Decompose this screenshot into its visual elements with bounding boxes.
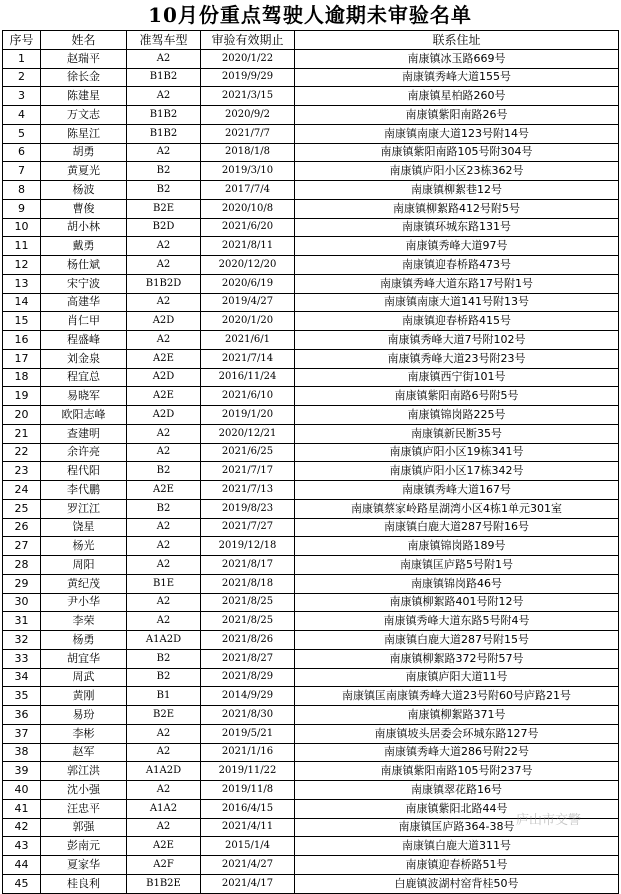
cell-seq: 34 (3, 668, 41, 687)
table-row (3, 106, 619, 125)
cell-seq: 5 (3, 124, 41, 143)
table-row (3, 856, 619, 875)
cell-expiry: 2021/8/25 (201, 593, 295, 612)
cell-expiry: 2021/8/29 (201, 668, 295, 687)
cell-name: 戴勇 (41, 237, 127, 256)
table-row (3, 68, 619, 87)
cell-address: 南康镇锦岗路225号 (295, 406, 619, 425)
table-row (3, 293, 619, 312)
cell-license-type: B2 (127, 462, 201, 481)
cell-expiry: 2021/7/14 (201, 349, 295, 368)
cell-name: 曹俊 (41, 199, 127, 218)
cell-seq: 21 (3, 424, 41, 443)
cell-seq: 19 (3, 387, 41, 406)
cell-expiry: 2021/7/17 (201, 462, 295, 481)
cell-expiry: 2021/4/17 (201, 874, 295, 893)
cell-expiry: 2019/4/27 (201, 293, 295, 312)
table-row (3, 49, 619, 68)
cell-expiry: 2016/4/15 (201, 799, 295, 818)
cell-name: 陈建星 (41, 87, 127, 106)
header-row (3, 31, 619, 50)
cell-address: 南康镇庐阳小区19栋341号 (295, 443, 619, 462)
cell-address: 南康镇匡庐路5号附1号 (295, 556, 619, 575)
cell-address: 南康镇白鹿大道311号 (295, 837, 619, 856)
cell-expiry: 2021/8/25 (201, 612, 295, 631)
cell-name: 高建华 (41, 293, 127, 312)
cell-name: 陈星江 (41, 124, 127, 143)
cell-name: 赵军 (41, 743, 127, 762)
cell-expiry: 2021/7/27 (201, 518, 295, 537)
cell-name: 李代鹏 (41, 481, 127, 500)
cell-seq: 15 (3, 312, 41, 331)
cell-address: 南康镇锦岗路46号 (295, 574, 619, 593)
cell-name: 杨勇 (41, 631, 127, 650)
table-row (3, 874, 619, 893)
cell-address: 南康镇冰玉路669号 (295, 49, 619, 68)
table-row (3, 706, 619, 725)
cell-license-type: B2 (127, 649, 201, 668)
cell-seq: 45 (3, 874, 41, 893)
cell-license-type: A2D (127, 406, 201, 425)
cell-expiry: 2017/7/4 (201, 181, 295, 200)
cell-seq: 7 (3, 162, 41, 181)
cell-seq: 24 (3, 481, 41, 500)
cell-address: 南康镇翠花路16号 (295, 781, 619, 800)
cell-expiry: 2019/11/22 (201, 762, 295, 781)
cell-license-type: B1E (127, 574, 201, 593)
cell-seq: 42 (3, 818, 41, 837)
cell-expiry: 2021/8/30 (201, 706, 295, 725)
cell-expiry: 2015/1/4 (201, 837, 295, 856)
table-row (3, 443, 619, 462)
cell-license-type: B2D (127, 218, 201, 237)
cell-address: 南康镇紫阳南路26号 (295, 106, 619, 125)
cell-expiry: 2020/1/20 (201, 312, 295, 331)
table-row (3, 612, 619, 631)
cell-seq: 26 (3, 518, 41, 537)
cell-seq: 16 (3, 331, 41, 350)
cell-expiry: 2019/8/23 (201, 499, 295, 518)
table-row (3, 349, 619, 368)
cell-expiry: 2021/7/13 (201, 481, 295, 500)
cell-expiry: 2020/12/20 (201, 256, 295, 275)
cell-seq: 1 (3, 49, 41, 68)
cell-expiry: 2021/7/7 (201, 124, 295, 143)
cell-seq: 30 (3, 593, 41, 612)
cell-name: 李荣 (41, 612, 127, 631)
cell-address: 南康镇秀峰大道东路17号附1号 (295, 274, 619, 293)
cell-name: 程盛峰 (41, 331, 127, 350)
cell-expiry: 2019/11/8 (201, 781, 295, 800)
table-row (3, 424, 619, 443)
cell-license-type: A2 (127, 593, 201, 612)
cell-expiry: 2021/8/17 (201, 556, 295, 575)
cell-name: 刘金泉 (41, 349, 127, 368)
cell-expiry: 2021/8/26 (201, 631, 295, 650)
cell-name: 黄刚 (41, 687, 127, 706)
cell-address: 南康镇迎春桥路415号 (295, 312, 619, 331)
cell-name: 郭江洪 (41, 762, 127, 781)
cell-license-type: A2 (127, 781, 201, 800)
cell-name: 周武 (41, 668, 127, 687)
table-row (3, 687, 619, 706)
cell-name: 肖仁甲 (41, 312, 127, 331)
cell-address: 南康镇秀峰大道97号 (295, 237, 619, 256)
table-row (3, 481, 619, 500)
cell-license-type: A2 (127, 424, 201, 443)
header-name: 姓名 (41, 31, 127, 50)
cell-license-type: A2E (127, 837, 201, 856)
cell-license-type: A2 (127, 518, 201, 537)
cell-address: 南康镇秀峰大道7号附102号 (295, 331, 619, 350)
cell-seq: 3 (3, 87, 41, 106)
cell-expiry: 2021/8/18 (201, 574, 295, 593)
table-row (3, 181, 619, 200)
cell-seq: 31 (3, 612, 41, 631)
cell-name: 桂良利 (41, 874, 127, 893)
cell-seq: 28 (3, 556, 41, 575)
table-row (3, 162, 619, 181)
cell-license-type: A2 (127, 237, 201, 256)
cell-address: 南康镇南康大道141号附13号 (295, 293, 619, 312)
cell-name: 郭强 (41, 818, 127, 837)
cell-expiry: 2014/9/29 (201, 687, 295, 706)
cell-license-type: A2E (127, 481, 201, 500)
cell-seq: 6 (3, 143, 41, 162)
cell-seq: 17 (3, 349, 41, 368)
cell-seq: 33 (3, 649, 41, 668)
cell-expiry: 2019/1/20 (201, 406, 295, 425)
table-row (3, 387, 619, 406)
header-address: 联系住址 (295, 31, 619, 50)
cell-address: 南康镇南康大道123号附14号 (295, 124, 619, 143)
cell-name: 黄夏光 (41, 162, 127, 181)
cell-license-type: B2E (127, 706, 201, 725)
cell-expiry: 2020/12/21 (201, 424, 295, 443)
cell-license-type: B2 (127, 162, 201, 181)
watermark: 庐山市交警 (515, 813, 581, 828)
cell-license-type: B2 (127, 499, 201, 518)
roster-body (3, 49, 619, 893)
cell-expiry: 2021/1/16 (201, 743, 295, 762)
cell-address: 南康镇庐阳大道11号 (295, 668, 619, 687)
cell-address: 南康镇新民断35号 (295, 424, 619, 443)
cell-address: 南康镇坡头居委会环城东路127号 (295, 724, 619, 743)
cell-address: 南康镇紫阳南路6号附5号 (295, 387, 619, 406)
table-row (3, 218, 619, 237)
cell-address: 南康镇柳絮路412号附5号 (295, 199, 619, 218)
cell-license-type: A2 (127, 331, 201, 350)
cell-expiry: 2018/1/8 (201, 143, 295, 162)
table-row (3, 574, 619, 593)
cell-license-type: A2 (127, 818, 201, 837)
cell-expiry: 2021/6/1 (201, 331, 295, 350)
cell-name: 易晓军 (41, 387, 127, 406)
cell-address: 南康镇秀峰大道23号附23号 (295, 349, 619, 368)
cell-address: 南康镇迎春桥路473号 (295, 256, 619, 275)
cell-license-type: A2E (127, 387, 201, 406)
cell-address: 南康镇秀峰大道155号 (295, 68, 619, 87)
cell-address: 南康镇柳絮路401号附12号 (295, 593, 619, 612)
cell-name: 程代阳 (41, 462, 127, 481)
table-row (3, 593, 619, 612)
cell-license-type: A2D (127, 312, 201, 331)
cell-expiry: 2021/4/27 (201, 856, 295, 875)
cell-expiry: 2019/12/18 (201, 537, 295, 556)
cell-seq: 13 (3, 274, 41, 293)
cell-license-type: A2 (127, 143, 201, 162)
cell-license-type: B1B2 (127, 68, 201, 87)
table-row (3, 537, 619, 556)
cell-address: 南康镇庐阳小区17栋342号 (295, 462, 619, 481)
header-expiry: 审验有效期止 (201, 31, 295, 50)
cell-seq: 38 (3, 743, 41, 762)
cell-license-type: B1 (127, 687, 201, 706)
cell-seq: 44 (3, 856, 41, 875)
cell-address: 南康镇白鹿大道287号附16号 (295, 518, 619, 537)
cell-license-type: A2E (127, 349, 201, 368)
table-row (3, 556, 619, 575)
cell-name: 易玢 (41, 706, 127, 725)
cell-seq: 12 (3, 256, 41, 275)
cell-name: 李彬 (41, 724, 127, 743)
table-row (3, 743, 619, 762)
cell-name: 胡宜华 (41, 649, 127, 668)
cell-expiry: 2021/8/11 (201, 237, 295, 256)
cell-seq: 35 (3, 687, 41, 706)
cell-seq: 2 (3, 68, 41, 87)
cell-name: 黄纪茂 (41, 574, 127, 593)
cell-expiry: 2021/6/10 (201, 387, 295, 406)
table-row (3, 518, 619, 537)
cell-expiry: 2021/8/27 (201, 649, 295, 668)
cell-license-type: A2 (127, 443, 201, 462)
table-row (3, 462, 619, 481)
cell-name: 杨波 (41, 181, 127, 200)
cell-address: 南康镇蔡家岭路星湖湾小区4栋1单元301室 (295, 499, 619, 518)
cell-expiry: 2021/6/20 (201, 218, 295, 237)
cell-seq: 36 (3, 706, 41, 725)
cell-license-type: B2 (127, 181, 201, 200)
cell-seq: 11 (3, 237, 41, 256)
cell-address: 南康镇秀峰大道167号 (295, 481, 619, 500)
cell-address: 南康镇柳絮路371号 (295, 706, 619, 725)
cell-seq: 25 (3, 499, 41, 518)
cell-expiry: 2020/1/22 (201, 49, 295, 68)
cell-address: 南康镇环城东路131号 (295, 218, 619, 237)
cell-expiry: 2016/11/24 (201, 368, 295, 387)
cell-expiry: 2020/10/8 (201, 199, 295, 218)
cell-license-type: B1B2E (127, 874, 201, 893)
table-row (3, 837, 619, 856)
cell-name: 杨仕斌 (41, 256, 127, 275)
cell-license-type: A2 (127, 556, 201, 575)
cell-name: 罗江江 (41, 499, 127, 518)
cell-seq: 8 (3, 181, 41, 200)
cell-name: 杨光 (41, 537, 127, 556)
table-row (3, 87, 619, 106)
cell-license-type: A2 (127, 537, 201, 556)
cell-expiry: 2020/9/2 (201, 106, 295, 125)
cell-name: 周阳 (41, 556, 127, 575)
cell-address: 南康镇匡南康镇秀峰大道23号附60号庐路21号 (295, 687, 619, 706)
cell-license-type: A2D (127, 368, 201, 387)
table-row (3, 199, 619, 218)
cell-license-type: A2 (127, 256, 201, 275)
cell-name: 胡小林 (41, 218, 127, 237)
cell-license-type: A2 (127, 49, 201, 68)
cell-address: 南康镇匡庐路364-38号 (295, 818, 619, 837)
cell-address: 白鹿镇波湖村窑背桂50号 (295, 874, 619, 893)
cell-expiry: 2020/6/19 (201, 274, 295, 293)
cell-seq: 43 (3, 837, 41, 856)
cell-address: 南康镇秀峰大道286号附22号 (295, 743, 619, 762)
cell-seq: 18 (3, 368, 41, 387)
cell-license-type: A2 (127, 724, 201, 743)
table-row (3, 368, 619, 387)
cell-license-type: A2 (127, 87, 201, 106)
cell-name: 欧阳志峰 (41, 406, 127, 425)
cell-seq: 22 (3, 443, 41, 462)
cell-license-type: B2 (127, 668, 201, 687)
table-row (3, 668, 619, 687)
cell-seq: 27 (3, 537, 41, 556)
cell-license-type: A2F (127, 856, 201, 875)
cell-seq: 23 (3, 462, 41, 481)
table-row (3, 331, 619, 350)
cell-address: 南康镇柳絮巷12号 (295, 181, 619, 200)
cell-seq: 39 (3, 762, 41, 781)
cell-name: 万文志 (41, 106, 127, 125)
cell-address: 南康镇柳絮路372号附57号 (295, 649, 619, 668)
cell-seq: 10 (3, 218, 41, 237)
cell-license-type: A2 (127, 743, 201, 762)
table-row (3, 649, 619, 668)
cell-seq: 32 (3, 631, 41, 650)
cell-address: 南康镇秀峰大道东路5号附4号 (295, 612, 619, 631)
cell-address: 南康镇锦岗路189号 (295, 537, 619, 556)
table-row (3, 499, 619, 518)
cell-expiry: 2021/4/11 (201, 818, 295, 837)
cell-expiry: 2021/3/15 (201, 87, 295, 106)
cell-name: 胡勇 (41, 143, 127, 162)
table-row (3, 724, 619, 743)
cell-address: 南康镇迎春桥路51号 (295, 856, 619, 875)
cell-address: 南康镇西宁街101号 (295, 368, 619, 387)
cell-name: 汪忠平 (41, 799, 127, 818)
table-row (3, 274, 619, 293)
cell-address: 南康镇紫阳南路105号附237号 (295, 762, 619, 781)
page-title: 10月份重点驾驶人逾期未审验名单 (148, 3, 472, 27)
table-row (3, 143, 619, 162)
roster-sheet (2, 0, 618, 894)
cell-seq: 29 (3, 574, 41, 593)
cell-name: 尹小华 (41, 593, 127, 612)
cell-seq: 41 (3, 799, 41, 818)
cell-license-type: A1A2D (127, 631, 201, 650)
cell-address: 南康镇紫阳北路44号 (295, 799, 619, 818)
cell-license-type: B1B2 (127, 124, 201, 143)
cell-expiry: 2019/9/29 (201, 68, 295, 87)
cell-name: 彭南元 (41, 837, 127, 856)
cell-expiry: 2019/3/10 (201, 162, 295, 181)
cell-expiry: 2019/5/21 (201, 724, 295, 743)
cell-license-type: B1B2 (127, 106, 201, 125)
cell-seq: 40 (3, 781, 41, 800)
cell-seq: 14 (3, 293, 41, 312)
header-seq: 序号 (3, 31, 41, 50)
cell-name: 赵瑞平 (41, 49, 127, 68)
cell-license-type: B1B2D (127, 274, 201, 293)
cell-seq: 9 (3, 199, 41, 218)
cell-name: 饶星 (41, 518, 127, 537)
cell-address: 南康镇白鹿大道287号附15号 (295, 631, 619, 650)
cell-seq: 20 (3, 406, 41, 425)
table-row (3, 781, 619, 800)
table-row (3, 406, 619, 425)
cell-license-type: A2 (127, 293, 201, 312)
table-row (3, 631, 619, 650)
cell-expiry: 2021/6/25 (201, 443, 295, 462)
cell-name: 沈小强 (41, 781, 127, 800)
table-row (3, 124, 619, 143)
cell-name: 程宜总 (41, 368, 127, 387)
cell-address: 南康镇星柏路260号 (295, 87, 619, 106)
cell-address: 南康镇庐阳小区23栋362号 (295, 162, 619, 181)
cell-license-type: B2E (127, 199, 201, 218)
cell-name: 余许亮 (41, 443, 127, 462)
cell-name: 徐长金 (41, 68, 127, 87)
cell-name: 宋宁波 (41, 274, 127, 293)
table-row (3, 237, 619, 256)
table-row (3, 312, 619, 331)
cell-license-type: A1A2D (127, 762, 201, 781)
driver-roster-table (2, 30, 619, 894)
header-license-type: 准驾车型 (127, 31, 201, 50)
cell-license-type: A1A2 (127, 799, 201, 818)
cell-seq: 37 (3, 724, 41, 743)
cell-name: 夏家华 (41, 856, 127, 875)
table-row (3, 256, 619, 275)
table-row (3, 762, 619, 781)
cell-name: 查建明 (41, 424, 127, 443)
cell-address: 南康镇紫阳南路105号附304号 (295, 143, 619, 162)
cell-seq: 4 (3, 106, 41, 125)
cell-license-type: A2 (127, 612, 201, 631)
